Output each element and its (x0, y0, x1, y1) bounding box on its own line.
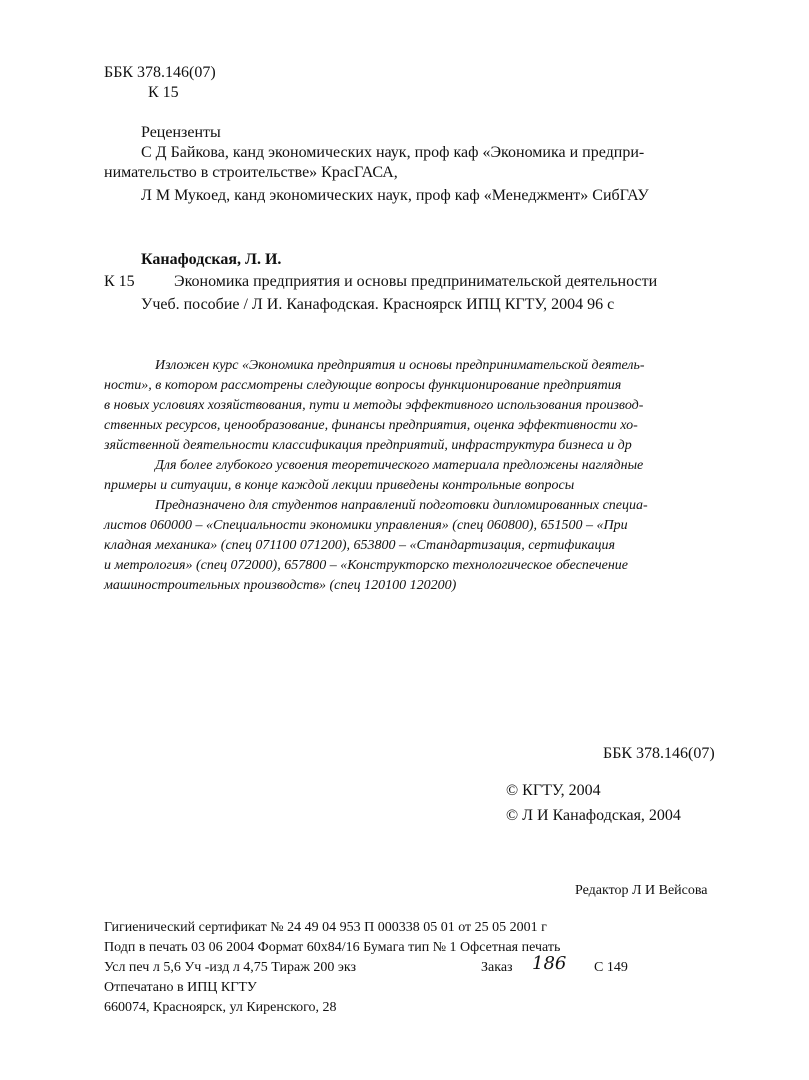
abstract-line: и метрология» (спец 072000), 657800 – «Конструкторско технологическое обеспечение (104, 558, 629, 573)
abstract-line: зяйственной деятельности классификация предприятий, инфраструктура бизнеса и др (104, 438, 632, 453)
abstract-line: ственных ресурсов, ценообразование, финансы предприятия, оценка эффективности хо- (104, 418, 638, 433)
book-code: К 15 (104, 273, 135, 290)
abstract-line: в новых условиях хозяйствования, пути и методы эффективного использования производ- (104, 398, 644, 413)
abstract-line: ности», в котором рассмотрены следующие вопросы функционирование предприятия (104, 378, 622, 393)
abstract-line: листов 060000 – «Специальности экономики управления» (спец 060800), 651500 – «При (104, 518, 628, 533)
copyright-author: © Л И Канафодская, 2004 (506, 807, 681, 824)
abstract-line: машиностроительных производств» (спец 120100 120200) (104, 578, 457, 593)
print-details: Подп в печать 03 06 2004 Формат 60х84/16 Бумага тип № 1 Офсетная печать (104, 940, 561, 955)
reviewer-line: С Д Байкова, канд экономических наук, проф каф «Экономика и предпри- (141, 144, 645, 161)
book-author: Канафодская, Л. И. (141, 251, 282, 268)
order-number-handwritten: 186 (532, 953, 567, 974)
abstract-line: Изложен курс «Экономика предприятия и основы предпринимательской деятель- (155, 358, 645, 373)
reviewer-line: нимательство в строительстве» КрасГАСА, (104, 164, 398, 181)
book-subtitle: Учеб. пособие / Л И. Канафодская. Красноярск ИПЦ КГТУ, 2004 96 с (141, 296, 615, 313)
copyright-ksgu: © КГТУ, 2004 (506, 782, 601, 799)
printer-address: 660074, Красноярск, ул Киренского, 28 (104, 1000, 337, 1015)
hygienic-certificate: Гигиенический сертификат № 24 49 04 953 П 000338 05 01 от 25 05 2001 г (104, 920, 547, 935)
bbk-header: ББК 378.146(07) (104, 64, 216, 81)
printed-at: Отпечатано в ИПЦ КГТУ (104, 980, 257, 995)
book-title: Экономика предприятия и основы предпринимательской деятельности (174, 273, 658, 290)
author-code-header: К 15 (148, 84, 179, 101)
editor-credit: Редактор Л И Вейсова (575, 883, 708, 898)
abstract-line: Для более глубокого усвоения теоретического материала предложены наглядные (155, 458, 644, 473)
order-label: Заказ (481, 960, 513, 975)
abstract-line: примеры и ситуации, в конце каждой лекции приведены контрольные вопросы (104, 478, 575, 493)
abstract-line: Предназначено для студентов направлений подготовки дипломированных специа- (155, 498, 648, 513)
reviewers-title: Рецензенты (141, 124, 221, 141)
bbk-classification: ББК 378.146(07) (603, 745, 715, 762)
volume-details: Усл печ л 5,6 Уч -изд л 4,75 Тираж 200 экз (104, 960, 357, 975)
abstract-line: кладная механика» (спец 071100 071200), 653800 – «Стандартизация, сертификация (104, 538, 616, 553)
page-count: С 149 (594, 960, 628, 975)
reviewer-line: Л М Мукоед, канд экономических наук, проф каф «Менеджмент» СибГАУ (141, 187, 649, 204)
